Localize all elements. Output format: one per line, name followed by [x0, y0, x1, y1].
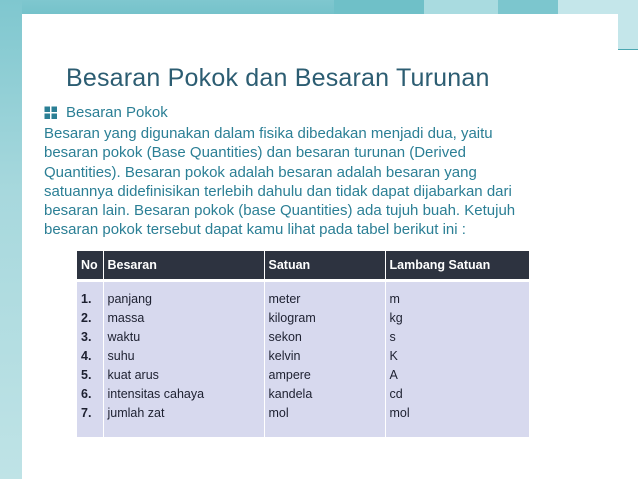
row-number: 1.	[81, 292, 92, 306]
besaran-cell: jumlah zat	[107, 406, 165, 420]
row-number: 6.	[81, 387, 92, 401]
satuan-cell: ampere	[268, 368, 311, 382]
row-number: 4.	[81, 349, 92, 363]
lambang-cell: K	[389, 349, 398, 363]
row-number: 5.	[81, 368, 92, 382]
header-no: No	[77, 251, 103, 281]
satuan-cell: meter	[268, 292, 301, 306]
paragraph-line: besaran lain. Besaran pokok (base Quantities) ada tujuh buah. Ketujuh	[44, 202, 516, 220]
row-number: 7.	[81, 406, 92, 420]
besaran-cell: waktu	[107, 330, 141, 344]
paragraph-line: besaran pokok tersebut dapat kamu lihat pada tabel berikut ini :	[44, 221, 466, 239]
body-paragraph	[44, 124, 614, 240]
satuan-cell: kandela	[268, 387, 313, 401]
slide-title: Besaran Pokok dan Besaran Turunan	[66, 64, 490, 92]
table-row	[77, 281, 529, 438]
row-number: 3.	[81, 330, 92, 344]
lambang-cell: m	[389, 292, 400, 306]
lambang-cell: A	[389, 368, 398, 382]
header-satuan: Satuan	[264, 251, 385, 281]
paragraph-line: satuannya didefinisikan terlebih dahulu dan tidak dapat dijabarkan dari	[44, 182, 512, 200]
satuan-column	[264, 281, 385, 438]
bullet-label: Besaran Pokok	[66, 104, 168, 121]
besaran-cell: kuat arus	[107, 368, 159, 382]
besaran-cell: massa	[107, 311, 145, 325]
square-bullet-icon	[44, 106, 58, 120]
lambang-column	[385, 281, 529, 438]
lambang-cell: kg	[389, 311, 403, 325]
besaran-cell: intensitas cahaya	[107, 387, 205, 401]
lambang-cell: s	[389, 330, 396, 344]
paragraph-line: Besaran yang digunakan dalam fisika dibedakan menjadi dua, yaitu	[44, 125, 493, 142]
besaran-cell: suhu	[107, 349, 135, 363]
left-accent-strip	[0, 0, 22, 479]
lambang-cell: mol	[389, 406, 410, 420]
lambang-cell: cd	[389, 387, 403, 401]
satuan-cell: kilogram	[268, 311, 316, 325]
row-number: 2.	[81, 311, 92, 325]
satuan-cell: mol	[268, 406, 289, 420]
paragraph-line: besaran pokok (Base Quantities) dan besaran turunan (Derived	[44, 144, 466, 162]
table-header-row	[77, 251, 529, 281]
header-lambang-satuan: Lambang Satuan	[385, 251, 529, 281]
satuan-cell: sekon	[268, 330, 302, 344]
no-column	[77, 281, 103, 438]
paragraph-line: Quantities). Besaran pokok adalah besaran adalah besaran yang	[44, 163, 477, 181]
satuan-cell: kelvin	[268, 349, 301, 363]
besaran-column	[103, 281, 264, 438]
besaran-cell: panjang	[107, 292, 152, 306]
header-besaran: Besaran	[103, 251, 264, 281]
base-quantities-table	[77, 251, 529, 437]
